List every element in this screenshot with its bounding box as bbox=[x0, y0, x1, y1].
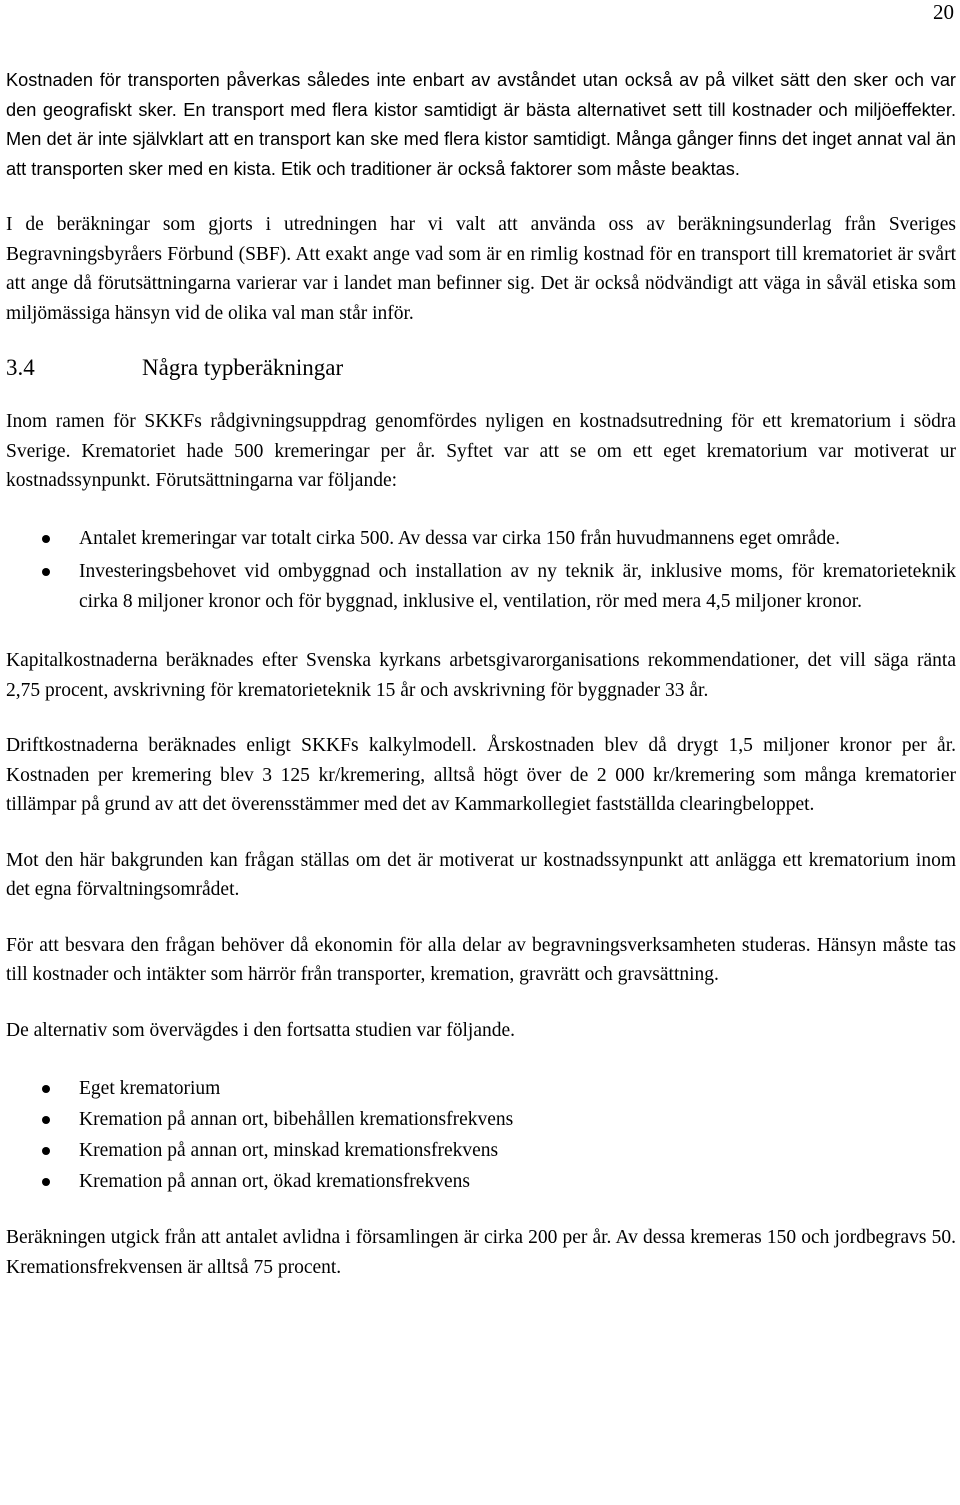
paragraph-economy: För att besvara den frågan behöver då ekonomin för alla delar av begravningsverksamheten studeras. Hänsyn måste tas till kostnader och intäkter som härrör från transporter, kremation, gravrätt och gravsättning. bbox=[6, 934, 956, 985]
bullet-icon bbox=[42, 535, 50, 543]
bullet-icon bbox=[42, 1116, 50, 1124]
alternatives-list bbox=[6, 1073, 956, 1197]
list-item bbox=[6, 1135, 956, 1166]
conditions-list bbox=[6, 524, 956, 617]
paragraph-skkf: Inom ramen för SKKFs rådgivningsuppdrag genomfördes nyligen en kostnadsutredning för ett krematorium i södra Sverige. Krematoriet hade 500 kremeringar per år. Syftet var att se om ett eget krematorium var motiverat ur kostnadssynpunkt. Förutsättningarna var följande: bbox=[6, 411, 956, 491]
paragraph-capital-costs: Kapitalkostnaderna beräknades efter Svenska kyrkans arbetsgivarorganisations rekommendationer, det vill säga ränta 2,75 procent, avskrivning för krematorieteknik 15 år och avskrivning för byggnader 33 år. bbox=[6, 650, 956, 701]
section-title: Några typberäkningar bbox=[142, 355, 344, 380]
list-item-text: Kremation på annan ort, minskad kremationsfrekvens bbox=[79, 1140, 499, 1161]
bullet-icon bbox=[42, 568, 50, 576]
paragraph-background: Mot den här bakgrunden kan frågan ställas om det är motiverat ur kostnadssynpunkt att anlägga ett krematorium inom det egna förvaltningsområdet. bbox=[6, 849, 956, 900]
page-number: 20 bbox=[933, 0, 954, 24]
paragraph-sbf: I de beräkningar som gjorts i utredningen har vi valt att använda oss av beräkningsunderlag från Sveriges Begravningsbyråers Förbund (SBF). Att exakt ange vad som är en rimlig kostnad för en transport till krematoriet är svårt att ange då förutsättningarna varierar var i landet man befinner sig. Det är också nödvändigt att väga in såväl etiska som miljömässiga hänsyn vid de olika val man står inför. bbox=[6, 214, 956, 324]
list-item-text: Investeringsbehovet vid ombyggnad och installation av ny teknik är, inklusive moms, för krematorieteknik cirka 8 miljoner kronor och för byggnad, inklusive el, ventilation, rör med mera 4,5 miljoner kronor. bbox=[79, 561, 956, 612]
bullet-icon bbox=[42, 1178, 50, 1186]
document-body bbox=[6, 66, 956, 1282]
section-number: 3.4 bbox=[6, 355, 35, 380]
list-item-text: Antalet kremeringar var totalt cirka 500. Av dessa var cirka 150 från huvudmannens eget område. bbox=[79, 527, 840, 549]
paragraph-operating-costs: Driftkostnaderna beräknades enligt SKKFs kalkylmodell. Årskostnaden blev då drygt 1,5 miljoner kronor per år. Kostnaden per kremering blev 3 125 kr/kremering, alltså högt över de 2 000 kr/kremering som många krematorier tillämpar på grund av att det överensstämmer med det av Kammarkollegiet fastställda clearingbeloppet. bbox=[6, 735, 956, 815]
list-item-text: Eget krematorium bbox=[79, 1078, 221, 1099]
section-heading bbox=[6, 354, 956, 382]
list-item bbox=[6, 1166, 956, 1197]
bullet-icon bbox=[42, 1147, 50, 1155]
bullet-icon bbox=[42, 1085, 50, 1093]
paragraph-calculation: Beräkningen utgick från att antalet avlidna i församlingen är cirka 200 per år. Av dessa kremeras 150 och jordbegravs 50. Kremationsfrekvensen är alltså 75 procent. bbox=[6, 1227, 956, 1278]
list-item-text: Kremation på annan ort, ökad kremationsfrekvens bbox=[79, 1171, 470, 1192]
intro-paragraph: Kostnaden för transporten påverkas således inte enbart av avståndet utan också av på vilket sätt den sker och var den geografiskt sker. En transport med flera kistor samtidigt är bästa alternativet sett till kostnader och miljöeffekter. Men det är inte självklart att en transport kan ske med flera kistor samtidigt. Många gånger finns det inget annat val än att transporten sker med en kista. Etik och traditioner är också faktorer som måste beaktas. bbox=[6, 70, 956, 179]
list-item bbox=[6, 1073, 956, 1104]
paragraph-alternatives-intro: De alternativ som övervägdes i den fortsatta studien var följande. bbox=[6, 1019, 515, 1041]
list-item-text: Kremation på annan ort, bibehållen kremationsfrekvens bbox=[79, 1109, 514, 1130]
list-item bbox=[6, 557, 956, 616]
list-item bbox=[6, 1104, 956, 1135]
list-item bbox=[6, 524, 956, 554]
